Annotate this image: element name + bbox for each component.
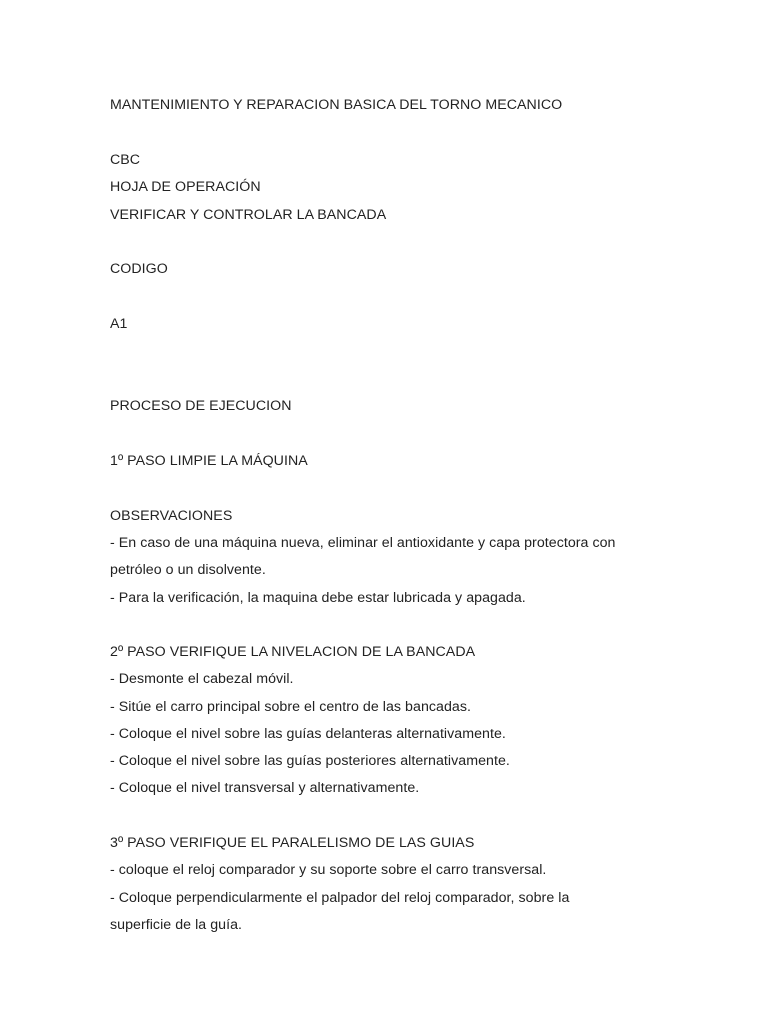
step3-line: superficie de la guía. <box>110 917 243 933</box>
step1-line: - Para la verificación, la maquina debe estar lubricada y apagada. <box>110 590 526 606</box>
code-label: CODIGO <box>110 261 168 277</box>
process-heading: PROCESO DE EJECUCION <box>110 398 292 414</box>
step2-line: - Desmonte el cabezal móvil. <box>110 671 294 687</box>
sheet-type: HOJA DE OPERACIÓN <box>110 179 261 195</box>
step1-line: - En caso de una máquina nueva, eliminar el antioxidante y capa protectora con <box>110 535 616 551</box>
org-name: CBC <box>110 152 141 168</box>
code-value: A1 <box>110 316 128 332</box>
operation-name: VERIFICAR Y CONTROLAR LA BANCADA <box>110 207 387 223</box>
step3-heading: 3º PASO VERIFIQUE EL PARALELISMO DE LAS GUIAS <box>110 835 475 851</box>
observations-label: OBSERVACIONES <box>110 508 233 524</box>
step2-line: - Coloque el nivel sobre las guías delanteras alternativamente. <box>110 726 506 742</box>
step1-heading: 1º PASO LIMPIE LA MÁQUINA <box>110 453 308 469</box>
step3-line: - Coloque perpendicularmente el palpador del reloj comparador, sobre la <box>110 890 570 906</box>
step2-line: - Coloque el nivel transversal y alternativamente. <box>110 780 420 796</box>
step1-line: petróleo o un disolvente. <box>110 562 266 578</box>
step2-line: - Sitúe el carro principal sobre el centro de las bancadas. <box>110 699 471 715</box>
step2-line: - Coloque el nivel sobre las guías posteriores alternativamente. <box>110 753 510 769</box>
step2-heading: 2º PASO VERIFIQUE LA NIVELACION DE LA BANCADA <box>110 644 476 660</box>
document-title: MANTENIMIENTO Y REPARACION BASICA DEL TORNO MECANICO <box>110 97 563 113</box>
step3-line: - coloque el reloj comparador y su soporte sobre el carro transversal. <box>110 862 547 878</box>
